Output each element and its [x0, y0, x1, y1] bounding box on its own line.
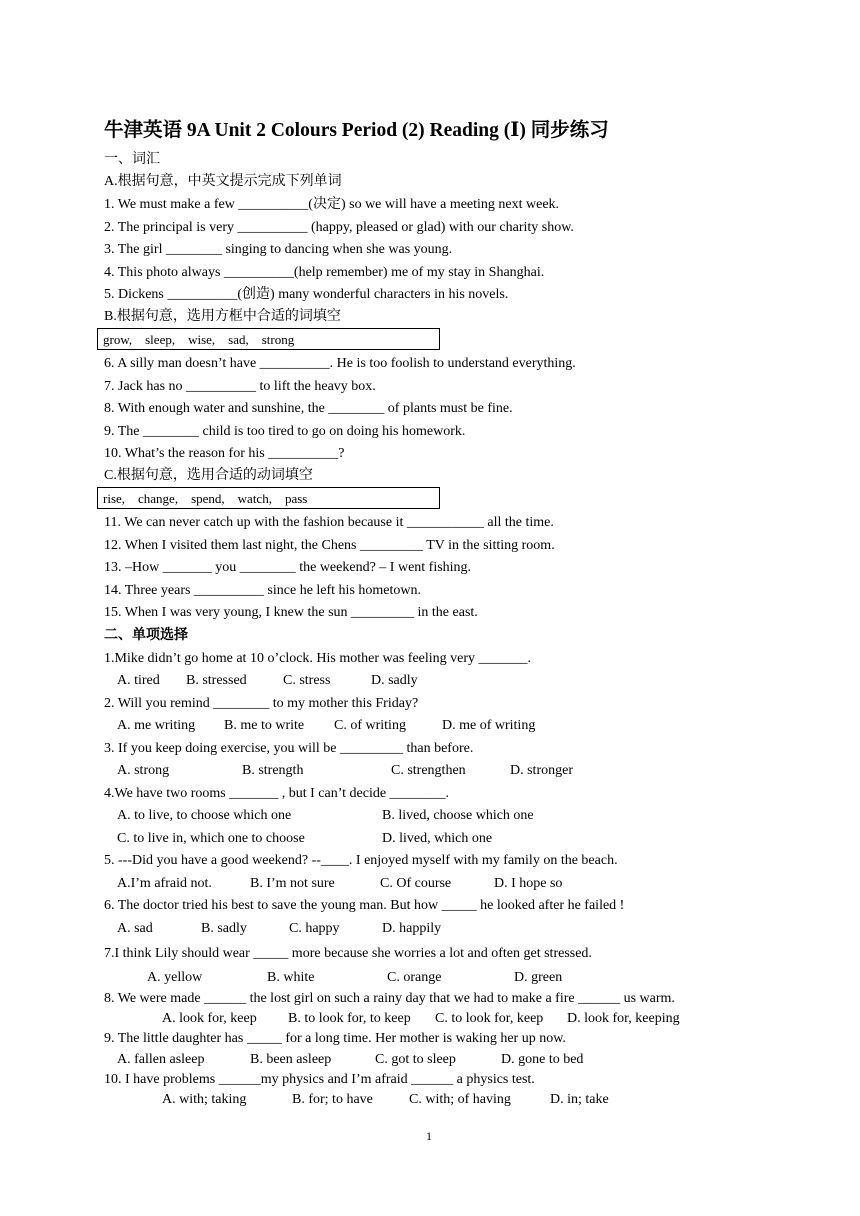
mc-question-10: 10. I have problems ______my physics and I’m afraid ______ a physics test.: [104, 1072, 535, 1087]
mc-question-3: 3. If you keep doing exercise, you will be _________ than before.: [104, 741, 474, 756]
mc-option: D. look for, keeping: [567, 1011, 680, 1026]
mc-option: C. orange: [387, 970, 442, 985]
mc-option: A. with; taking: [162, 1092, 247, 1107]
mc-option: A. fallen asleep: [117, 1052, 205, 1067]
mc-option: C. got to sleep: [375, 1052, 456, 1067]
question-2: 2. The principal is very __________ (happy, pleased or glad) with our charity show.: [104, 220, 574, 235]
question-6: 6. A silly man doesn’t have __________. He is too foolish to understand everything.: [104, 356, 576, 371]
mc-option: A. me writing: [117, 718, 196, 733]
mc-option: D. stronger: [510, 763, 573, 778]
question-1: 1. We must make a few __________(决定) so we will have a meeting next week.: [104, 197, 560, 212]
mc-option: C. Of course: [380, 876, 452, 891]
partB-instruction: B.根据句意，选用方框中合适的词填空: [104, 309, 341, 324]
word-box-b: [97, 328, 440, 350]
question-4: 4. This photo always __________(help remember) me of my stay in Shanghai.: [104, 265, 545, 280]
mc-option: C. to live in, which one to choose: [117, 831, 305, 846]
mc-option: C. stress: [283, 673, 331, 688]
mc-question-9: 9. The little daughter has _____ for a long time. Her mother is waking her up now.: [104, 1031, 566, 1046]
mc-question-5: 5. ---Did you have a good weekend? --____. I enjoyed myself with my family on the beach.: [104, 853, 618, 868]
mc-question-1: 1.Mike didn’t go home at 10 o’clock. His mother was feeling very _______.: [104, 651, 532, 666]
question-11: 11. We can never catch up with the fashion because it ___________ all the time.: [104, 515, 554, 530]
page-number: 1: [426, 1129, 432, 1143]
mc-option: C. with; of having: [409, 1092, 511, 1107]
mc-option: A.I’m afraid not.: [117, 876, 212, 891]
mc-option: C. happy: [289, 921, 340, 936]
mc-option: B. white: [267, 970, 315, 985]
mc-option: B. to look for, to keep: [288, 1011, 411, 1026]
mc-option: D. green: [514, 970, 563, 985]
mc-option: D. in; take: [550, 1092, 609, 1107]
word-box-c: [97, 487, 440, 509]
mc-option: B. been asleep: [250, 1052, 332, 1067]
mc-question-8: 8. We were made ______ the lost girl on such a rainy day that we had to make a fire ______ us warm.: [104, 991, 675, 1006]
mc-question-7: 7.I think Lily should wear _____ more because she worries a lot and often get stressed.: [104, 946, 592, 961]
question-7: 7. Jack has no __________ to lift the heavy box.: [104, 379, 376, 394]
mc-option: D. sadly: [371, 673, 418, 688]
section2-heading: 二、单项选择: [104, 628, 188, 643]
mc-option: A. tired: [117, 673, 160, 688]
mc-option: B. stressed: [186, 673, 247, 688]
question-10: 10. What’s the reason for his __________?: [104, 446, 345, 461]
question-5: 5. Dickens __________(创造) many wonderful characters in his novels.: [104, 287, 509, 302]
partC-instruction: C.根据句意，选用合适的动词填空: [104, 468, 313, 483]
word-box-c-text: rise, change, spend, watch, pass: [103, 491, 308, 506]
mc-option: A. sad: [117, 921, 153, 936]
mc-option: B. for; to have: [292, 1092, 373, 1107]
mc-option: A. strong: [117, 763, 170, 778]
mc-option: C. to look for, keep: [435, 1011, 544, 1026]
mc-option: A. look for, keep: [162, 1011, 257, 1026]
mc-question-6: 6. The doctor tried his best to save the young man. But how _____ he looked after he failed !: [104, 898, 625, 913]
mc-option: A. to live, to choose which one: [117, 808, 292, 823]
mc-option: D. me of writing: [442, 718, 536, 733]
question-12: 12. When I visited them last night, the Chens _________ TV in the sitting room.: [104, 538, 555, 553]
mc-option: B. lived, choose which one: [382, 808, 534, 823]
mc-option: B. me to write: [224, 718, 305, 733]
word-box-b-text: grow, sleep, wise, sad, strong: [103, 332, 295, 347]
mc-option: B. strength: [242, 763, 304, 778]
section1-heading: 一、词汇: [104, 152, 160, 167]
mc-option: C. of writing: [334, 718, 406, 733]
question-3: 3. The girl ________ singing to dancing when she was young.: [104, 242, 453, 257]
question-14: 14. Three years __________ since he left his hometown.: [104, 583, 422, 598]
mc-option: A. yellow: [147, 970, 203, 985]
mc-question-4: 4.We have two rooms _______ , but I can’t decide ________.: [104, 786, 450, 801]
question-13: 13. –How _______ you ________ the weekend? – I went fishing.: [104, 560, 472, 575]
page-title: 牛津英语 9A Unit 2 Colours Period (2) Reading (Ⅰ) 同步练习: [104, 120, 609, 141]
question-15: 15. When I was very young, I knew the sun _________ in the east.: [104, 605, 478, 620]
mc-option: B. I’m not sure: [250, 876, 335, 891]
mc-option: C. strengthen: [391, 763, 466, 778]
mc-question-2: 2. Will you remind ________ to my mother this Friday?: [104, 696, 419, 711]
mc-option: B. sadly: [201, 921, 247, 936]
mc-option: D. happily: [382, 921, 442, 936]
question-8: 8. With enough water and sunshine, the ________ of plants must be fine.: [104, 401, 513, 416]
mc-option: D. lived, which one: [382, 831, 493, 846]
question-9: 9. The ________ child is too tired to go on doing his homework.: [104, 424, 466, 439]
mc-option: D. I hope so: [494, 876, 563, 891]
mc-option: D. gone to bed: [501, 1052, 584, 1067]
partA-instruction: A.根据句意，中英文提示完成下列单词: [104, 174, 342, 189]
